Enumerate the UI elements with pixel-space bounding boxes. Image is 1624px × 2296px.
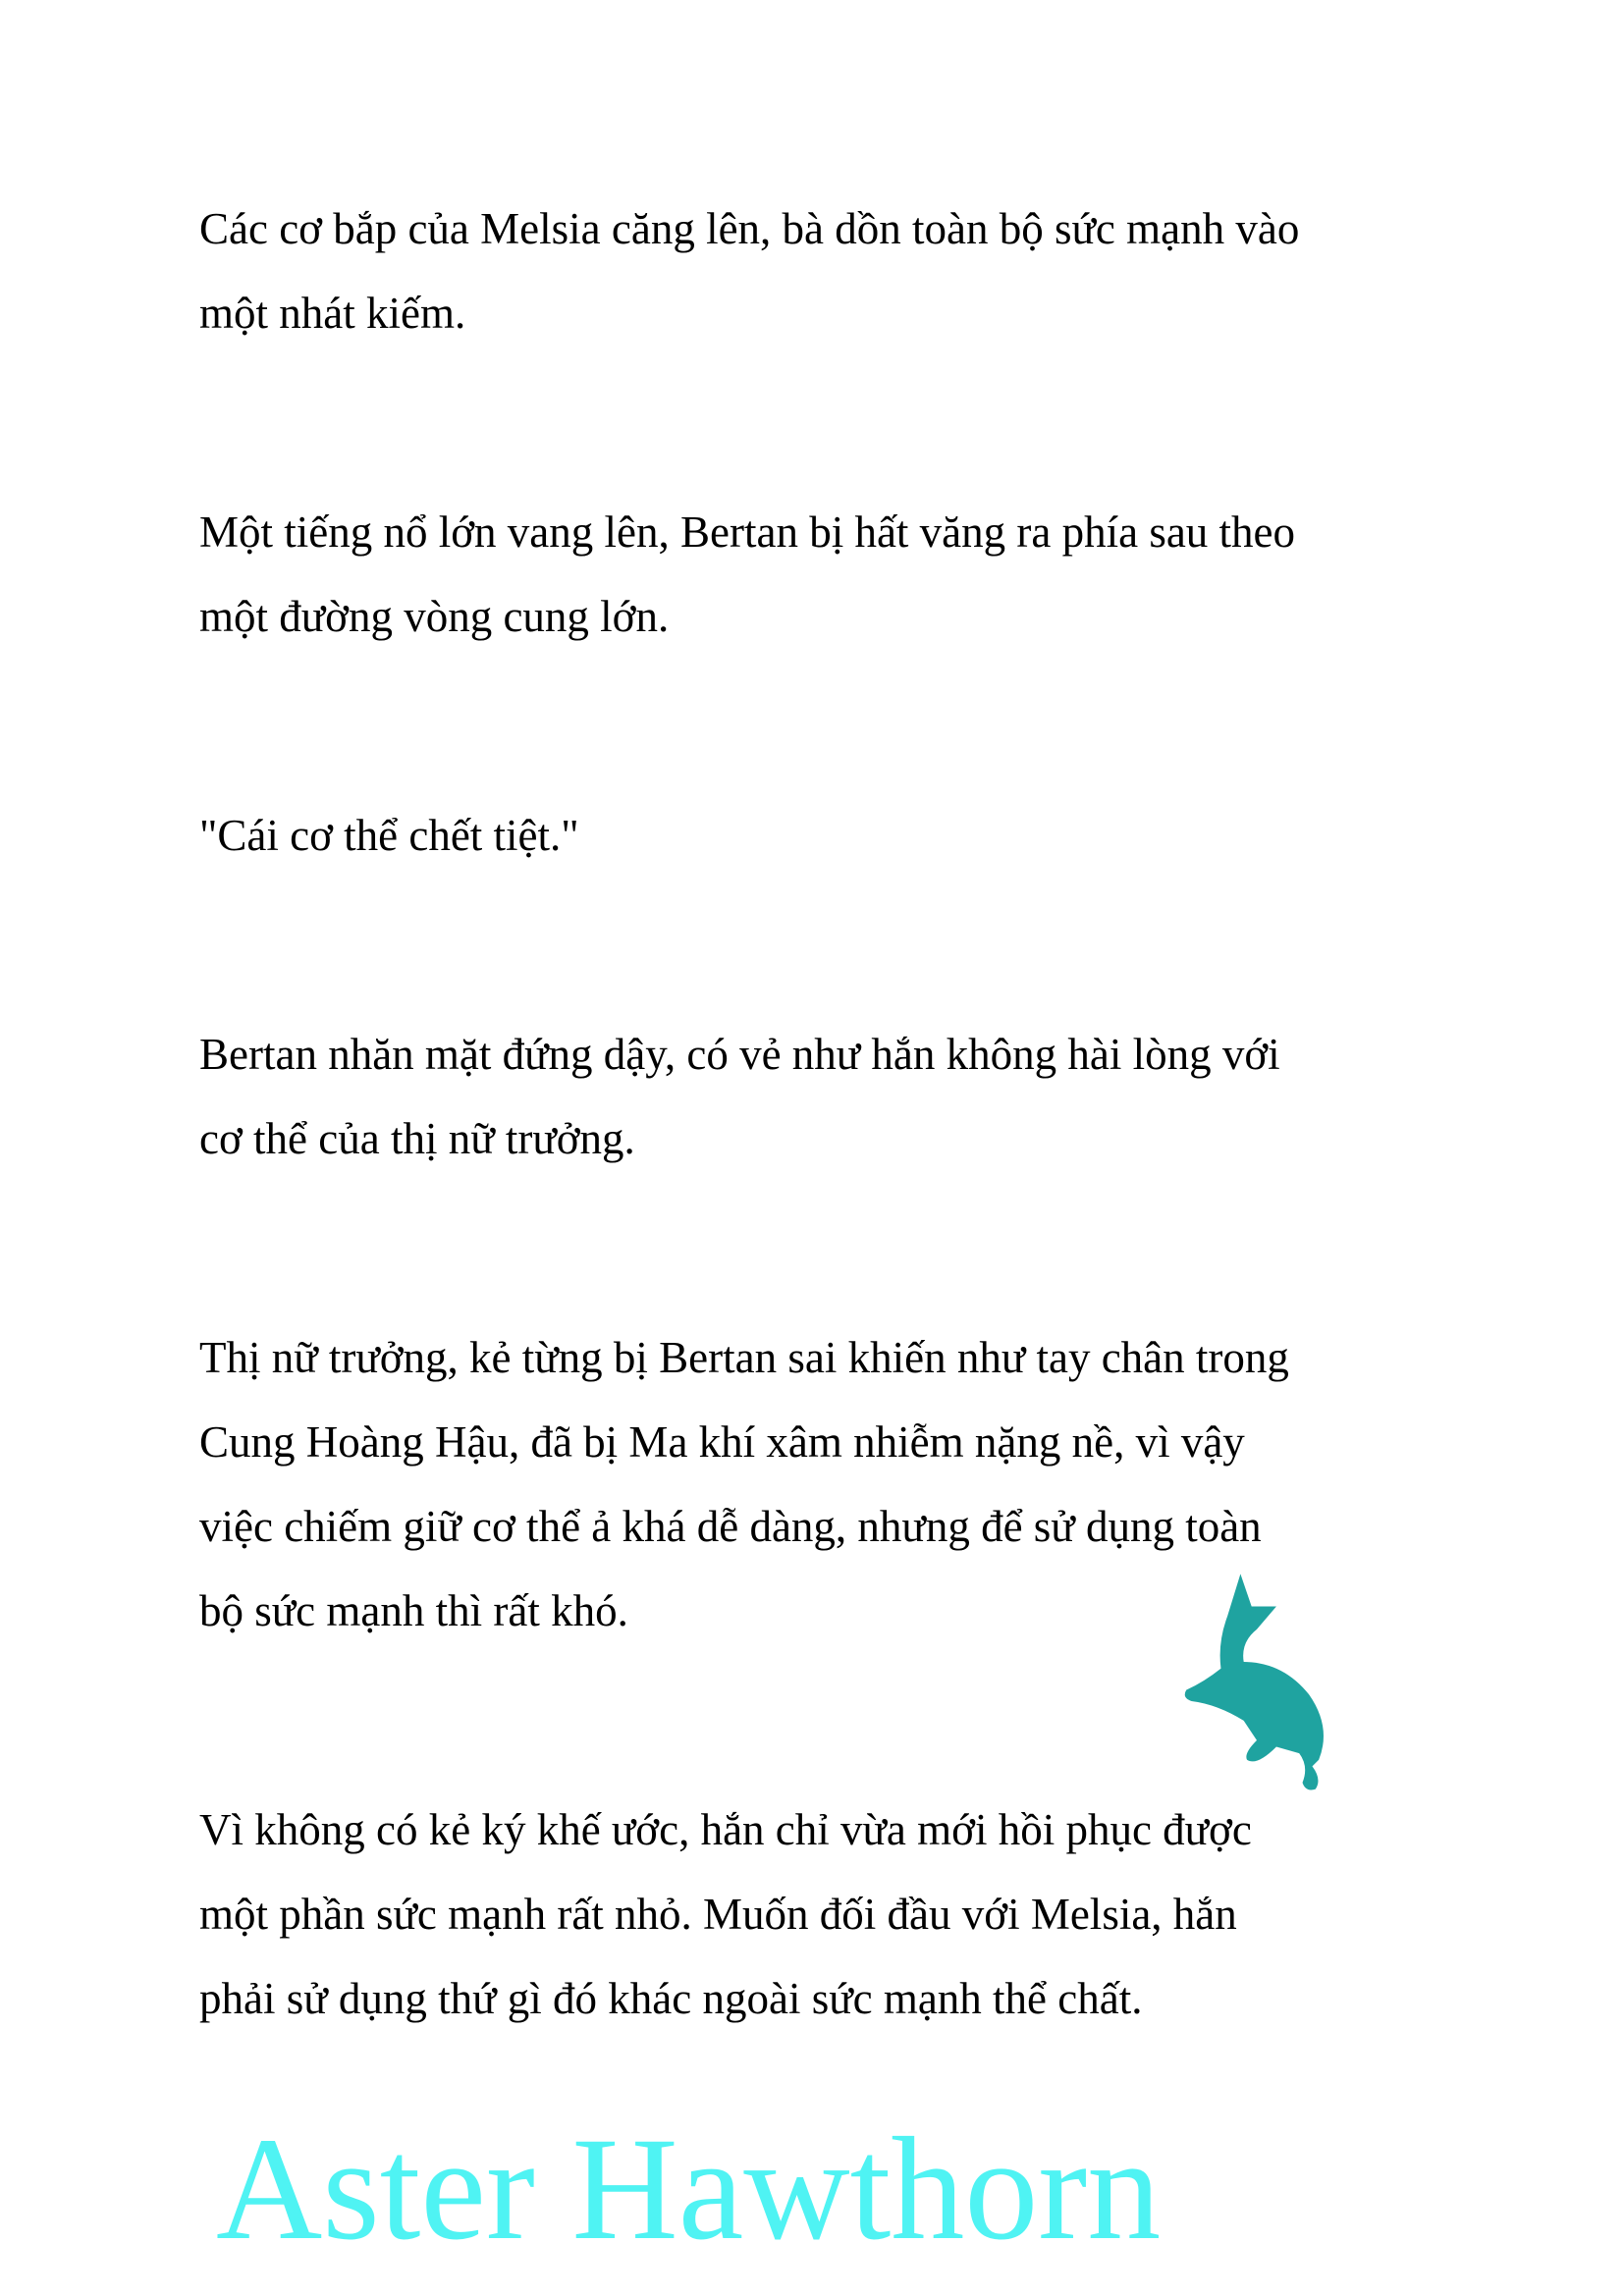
watermark: Aster Hawthorn (216, 2108, 1162, 2270)
paragraph (199, 1012, 1476, 1181)
text-line: "Cái cơ thể chết tiệt." (199, 811, 579, 860)
text-line: Thị nữ trưởng, kẻ từng bị Bertan sai khiến như tay chân trong (199, 1333, 1289, 1382)
paragraph (199, 490, 1476, 659)
text-line: bộ sức mạnh thì rất khó. (199, 1586, 628, 1635)
paragraph (199, 1788, 1476, 2041)
text-line: Cung Hoàng Hậu, đã bị Ma khí xâm nhiễm nặng nề, vì vậy (199, 1417, 1245, 1467)
paragraph (199, 187, 1476, 355)
cat-logo-icon (1178, 1571, 1335, 1792)
paragraph (199, 793, 1476, 878)
text-line: một nhát kiếm. (199, 289, 466, 338)
document-body (199, 187, 1476, 2175)
text-line: Vì không có kẻ ký khế ước, hắn chỉ vừa mới hồi phục được (199, 1805, 1252, 1854)
text-line: cơ thể của thị nữ trưởng. (199, 1114, 635, 1163)
text-line: một đường vòng cung lớn. (199, 592, 670, 641)
text-line: Một tiếng nổ lớn vang lên, Bertan bị hất văng ra phía sau theo (199, 507, 1296, 557)
text-line: phải sử dụng thứ gì đó khác ngoài sức mạnh thể chất. (199, 1974, 1143, 2023)
text-line: Bertan nhăn mặt đứng dậy, có vẻ như hắn không hài lòng với (199, 1030, 1280, 1079)
text-line: một phần sức mạnh rất nhỏ. Muốn đối đầu với Melsia, hắn (199, 1890, 1237, 1939)
text-line: việc chiếm giữ cơ thể ả khá dễ dàng, nhưng để sử dụng toàn (199, 1502, 1262, 1551)
text-line: Các cơ bắp của Melsia căng lên, bà dồn toàn bộ sức mạnh vào (199, 204, 1300, 253)
